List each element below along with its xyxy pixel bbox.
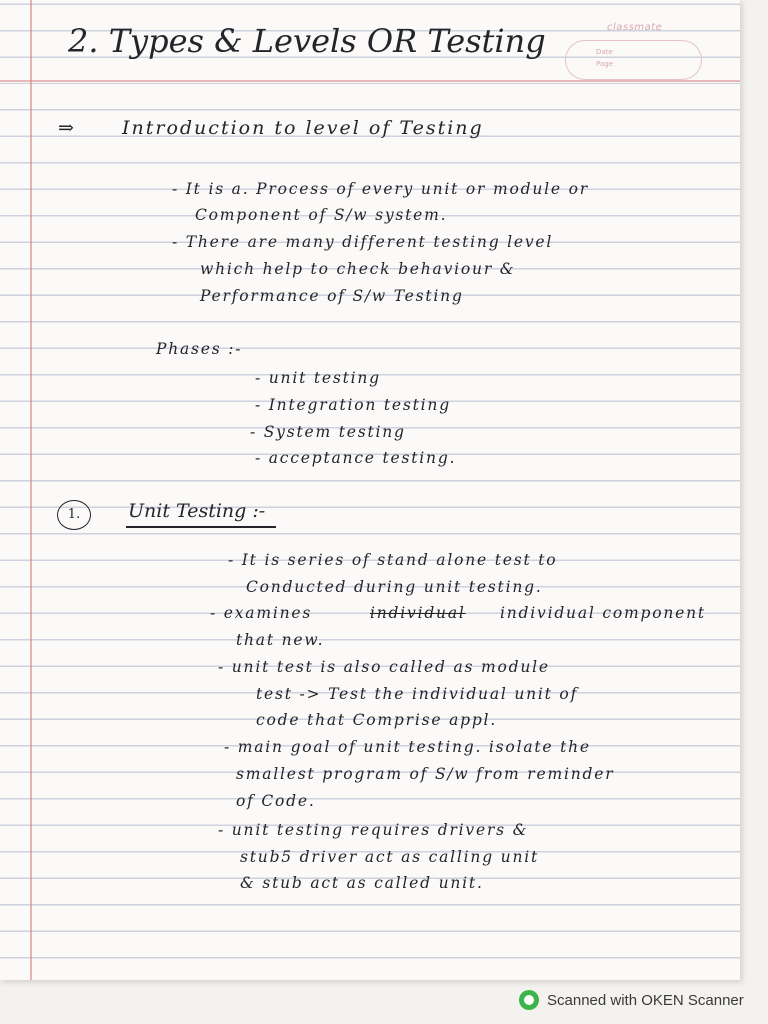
unit-line-8: - main goal of unit testing. isolate the <box>224 738 591 756</box>
page-title: 2. Types & Levels OR Testing <box>68 22 546 60</box>
unit-line-3b: individual component <box>500 604 706 622</box>
intro-line-2: Component of S/w system. <box>195 206 448 224</box>
unit-line-3a: - examines <box>210 604 313 622</box>
intro-line-1: - It is a. Process of every unit or module or <box>172 180 589 198</box>
phase-item-1: - unit testing <box>255 369 381 387</box>
unit-line-9: smallest program of S/w from reminder <box>236 765 615 783</box>
date-label: Date <box>596 48 613 56</box>
unit-line-3-struck: individual <box>370 604 466 622</box>
margin-line <box>30 0 32 980</box>
oken-logo-icon <box>519 990 539 1010</box>
page-label: Page <box>596 60 613 68</box>
header-rule <box>0 80 740 82</box>
unit-line-10: of Code. <box>236 792 316 810</box>
unit-line-11: - unit testing requires drivers & <box>218 821 529 839</box>
intro-line-4: which help to check behaviour & <box>200 260 516 278</box>
unit-heading: Unit Testing :- <box>128 500 266 522</box>
phase-item-3: - System testing <box>250 423 406 441</box>
phase-item-2: - Integration testing <box>255 396 451 414</box>
notebook-brand: classmate <box>607 22 663 33</box>
unit-line-12: stub5 driver act as calling unit <box>240 848 540 866</box>
unit-line-2: Conducted during unit testing. <box>246 578 543 596</box>
phase-item-4: - acceptance testing. <box>255 449 457 467</box>
intro-arrow: ⇒ <box>58 117 74 139</box>
unit-line-6: test -> Test the individual unit of <box>256 685 579 703</box>
intro-line-3: - There are many different testing level <box>172 233 554 251</box>
unit-line-5: - unit test is also called as module <box>218 658 550 676</box>
unit-line-4: that new. <box>236 631 325 649</box>
scanner-text: Scanned with OKEN Scanner <box>547 991 744 1009</box>
unit-line-1: - It is series of stand alone test to <box>228 551 558 569</box>
unit-line-7: code that Comprise appl. <box>256 711 498 729</box>
intro-heading: Introduction to level of Testing <box>122 117 484 139</box>
unit-heading-underline <box>126 526 276 528</box>
unit-line-13: & stub act as called unit. <box>240 874 484 892</box>
scanner-watermark <box>519 990 744 1010</box>
phases-label: Phases :- <box>156 340 243 358</box>
date-page-box <box>565 40 702 80</box>
intro-line-5: Performance of S/w Testing <box>200 287 464 305</box>
section-number: 1. <box>57 500 91 530</box>
